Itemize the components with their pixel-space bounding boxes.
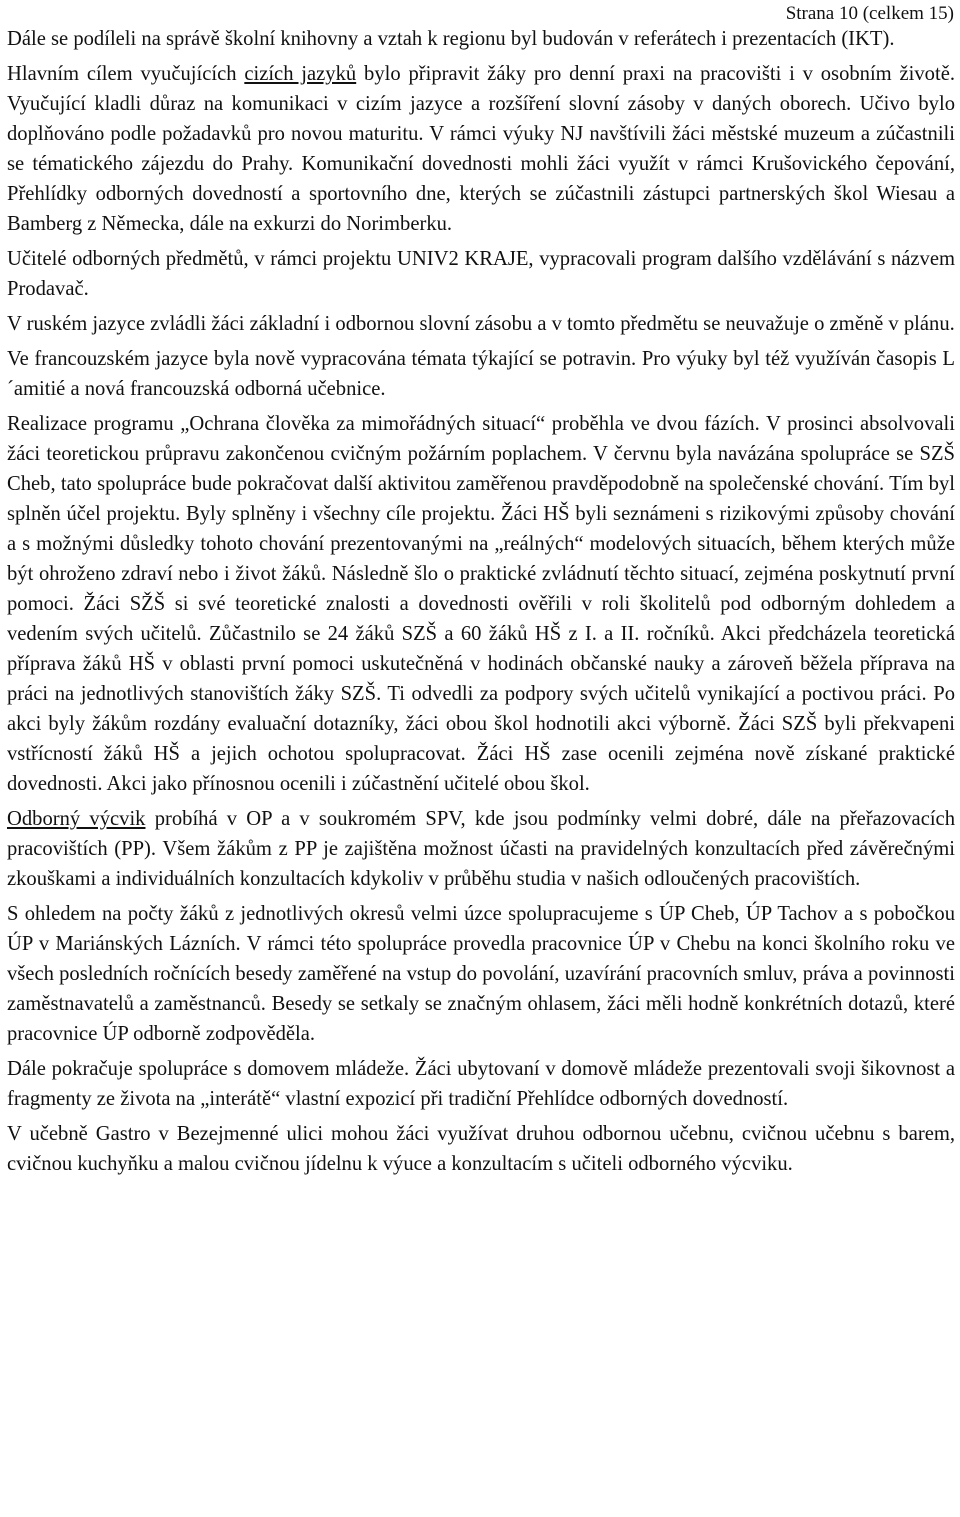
- paragraph-text: Dále se podíleli na správě školní knihovny a vztah k regionu byl budován v referátech i prezentacích (IKT).: [7, 28, 895, 50]
- paragraph-civil-protection: [7, 409, 955, 799]
- paragraph-text: V ruském jazyce zvládli žáci základní i odbornou slovní zásobu a v tomto předmětu se neuvažuje o změně v plánu.: [7, 313, 955, 335]
- paragraph-gastro-classroom: [7, 1119, 955, 1179]
- paragraph-text: Hlavním cílem vyučujících: [7, 63, 245, 85]
- page-number: Strana 10 (celkem 15): [785, 3, 954, 24]
- paragraph-text: probíhá v OP a v soukromém SPV, kde jsou podmínky velmi dobré, dále na přeřazovacích pracovištích (PP). Všem žákům z PP je zajištěna možnost účasti na pravidelných konzultacích před závěrečnými zkouškami a individuálních konzultacích kdykoliv v průběhu studia v našich odloučených pracovištích.: [7, 808, 955, 890]
- paragraph-text: Dále pokračuje spolupráce s domovem mládeže. Žáci ubytovaní v domově mládeže prezentovali svoji šikovnost a fragmenty ze života na „interátě“ vlastní expozicí při tradiční Přehlídce odborných dovedností.: [7, 1058, 955, 1110]
- paragraph-univ2-project: [7, 244, 955, 304]
- paragraph-labour-office: [7, 899, 955, 1049]
- paragraph-dormitory: [7, 1054, 955, 1114]
- paragraph-text: V učebně Gastro v Bezejmenné ulici mohou žáci využívat druhou odbornou učebnu, cvičnou učebnu s barem, cvičnou kuchyňku a malou cvičnou jídelnu k výuce a konzultacím s učiteli odborného výcviku.: [7, 1123, 955, 1175]
- paragraph-text: Učitelé odborných předmětů, v rámci projektu UNIV2 KRAJE, vypracovali program dalšího vzdělávání s názvem Prodavač.: [7, 248, 955, 300]
- document-body: [7, 0, 955, 1179]
- paragraph-russian: [7, 309, 955, 339]
- paragraph-french: [7, 344, 955, 404]
- underlined-term-foreign-languages: cizích jazyků: [244, 63, 357, 85]
- paragraph-text: Realizace programu „Ochrana člověka za mimořádných situací“ proběhla ve dvou fázích. V prosinci absolvovali žáci teoretickou průpravu zakončenou cvičným požárním poplachem. V červnu byla navázána spolupráce se SZŠ Cheb, tato spolupráce bude pokračovat další aktivitou zaměřenou pravděpodobně na společenské chování. Tím byl splněn účel projektu. Byly splněny i všechny cíle projektu. Žáci HŠ byli seznámeni s rizikovými způsoby chování a s možnými důsledky tohoto chování prezentovanými na „reálných“ modelových situacích, během kterých může být ohroženo zdraví nebo i život žáků. Následně šlo o praktické zvládnutí těchto situací, zejména poskytnutí první pomoci. Žáci SŽŠ si své teoretické znalosti a dovednosti ověřili v roli školitelů pod odborným dohledem a vedením svých učitelů. Zůčastnilo se 24 žáků SZŠ a 60 žáků HŠ z I. a II. ročníků. Akci předcházela teoretická příprava žáků HŠ v oblasti první pomoci uskutečněná v hodinách občanské nauky a zároveň běžela příprava na práci na jednotlivých stanovištích žáky SZŠ. Ti odvedli za podpory svých učitelů vynikající a poctivou práci. Po akci byly žákům rozdány evaluační dotazníky, žáci obou škol hodnotili akci výborně. Žáci SZŠ byli překvapeni vstřícností žáků HŠ a jejich ochotou spolupracovat. Žáci HŠ zase ocenili zejména nově získané praktické dovednosti. Akci jako přínosnou ocenili i zúčastnění učitelé obou škol.: [7, 413, 955, 795]
- paragraph-vocational-training: [7, 804, 955, 894]
- paragraph-text: bylo připravit žáky pro denní praxi na pracovišti i v osobním životě. Vyučující kladli důraz na komunikaci v cizím jazyce a rozšíření slovní zásoby v daných oborech. Učivo bylo doplňováno podle požadavků pro novou maturitu. V rámci výuky NJ navštívili žáci městské muzeum a zúčastnili se tématického zájezdu do Prahy. Komunikační dovednosti mohli žáci využít v rámci Krušovického čepování, Přehlídky odborných dovedností a sportovního dne, kterých se zúčastnili zástupci partnerských škol Wiesau a Bamberg z Německa, dále na exkurzi do Norimberku.: [7, 63, 955, 235]
- underlined-term-vocational-training: Odborný výcvik: [7, 808, 146, 830]
- paragraph-text: Ve francouzském jazyce byla nově vypracována témata týkající se potravin. Pro výuky byl též využíván časopis L´amitié a nová francouzská odborná učebnice.: [7, 348, 955, 400]
- paragraph-text: S ohledem na počty žáků z jednotlivých okresů velmi úzce spolupracujeme s ÚP Cheb, ÚP Tachov a s pobočkou ÚP v Mariánských Lázních. V rámci této spolupráce provedla pracovnice ÚP v Chebu na konci školního roku ve všech posledních ročnících besedy zaměřené na vstup do povolání, uzavírání pracovních smluv, práva a povinnosti zaměstnavatelů a zaměstnanců. Besedy se setkaly se značným ohlasem, žáci měli hodně konkrétních dotazů, které pracovnice ÚP odborně zodpověděla.: [7, 903, 955, 1045]
- paragraph-foreign-languages: [7, 59, 955, 239]
- paragraph-library: [7, 24, 955, 54]
